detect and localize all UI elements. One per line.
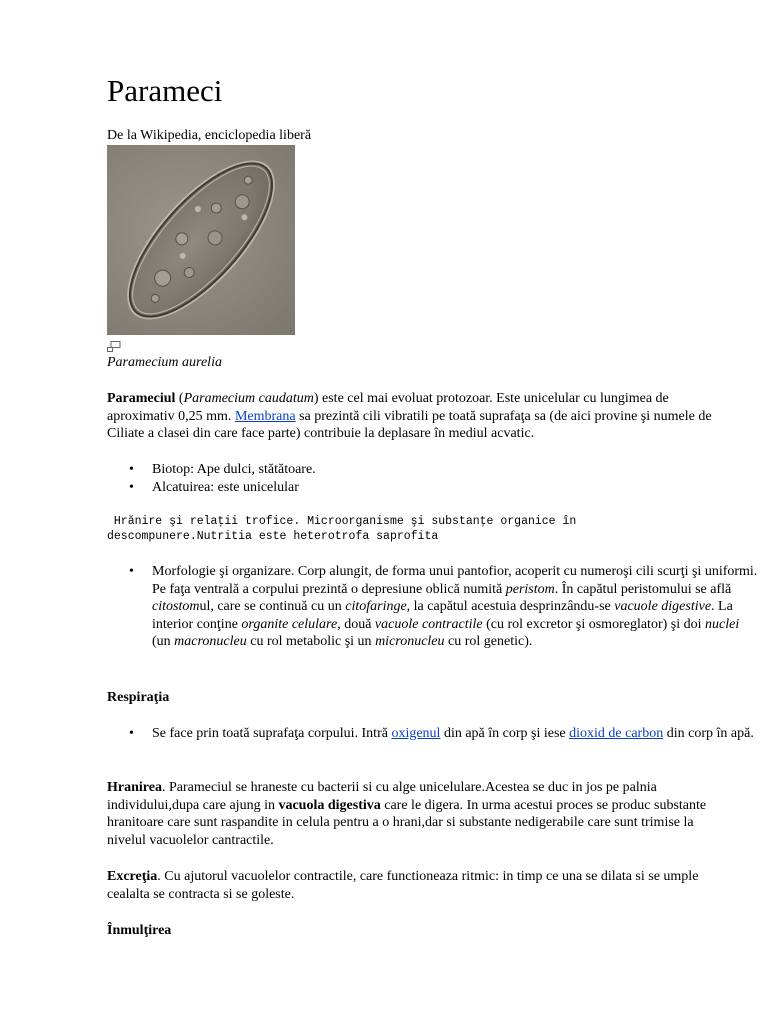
term-excretia: Excreţia xyxy=(107,869,158,884)
magnify-icon[interactable] xyxy=(107,341,121,353)
term-hranirea: Hranirea xyxy=(107,780,162,795)
page-subtitle: De la Wikipedia, enciclopedia liberă xyxy=(107,128,312,143)
morphology-item: • Morfologie şi organizare. Corp alungit, de forma unui pantofior, acoperit cu numeroşi cili scurţi şi uniformi. Pe faţa ventrală a corpului prezintă o depresiune oblică numită peristom. În capătul peristomului se află citostomul, care se continuă cu un citofaringe, la capătul acestuia desprinzându-se vacuole digestive. La interior conţine organite celulare, două vacuole contractile (cu rol excretor şi osmoreglator) şi doi nuclei (un macronucleu cu rol metabolic şi un micronucleu cu rol genetic). xyxy=(152,563,758,651)
list-item: • Biotop: Ape dulci, stătătoare. xyxy=(152,461,758,479)
paramecium-photo[interactable] xyxy=(107,145,295,335)
excretia-paragraph: Excreţia. Cu ajutorul vacuolelor contractile, care functioneaza ritmic: in timp ce una se dilata si se umple cealalta se contracta si se goleste. xyxy=(107,869,699,902)
facts-list xyxy=(107,461,758,496)
link-dioxid-de-carbon[interactable]: dioxid de carbon xyxy=(569,726,664,741)
paramecium-illustration xyxy=(107,145,295,335)
intro-paragraph: Parameciul (Paramecium caudatum) este cel mai evoluat protozoar. Este unicelular cu lungimea de aproximativ 0,25 mm. Membrana sa prezintă cili vibratili pe toată suprafaţa sa (de aici provine şi numele de Ciliate a clasei din care face parte) contribuie la deplasare în mediul acvatic. xyxy=(107,391,712,441)
list-item: • Alcatuirea: este unicelular xyxy=(152,479,758,497)
respiration-item: • Se face prin toată suprafaţa corpului. Intră oxigenul din apă în corp şi iese dioxid de carbon din corp în apă. xyxy=(152,725,758,743)
morphology-list xyxy=(107,563,758,651)
respiration-list xyxy=(107,725,758,743)
hranirea-paragraph: Hranirea. Parameciul se hraneste cu bacterii si cu alge unicelulare.Acestea se duc in jos pe palnia individului,dupa care ajung in vacuola digestiva care le digera. In urma acestui proces se produc substante hranitoare care sunt raspandite in celula pentru a o hrani,dar si substante nedigerabile care sunt trimise la nivelul vacuolelor cantractile. xyxy=(107,780,707,848)
term-parameciul: Parameciul xyxy=(107,391,176,406)
scientific-name: Paramecium caudatum xyxy=(183,391,314,406)
heading-inmultirea: Înmulţirea xyxy=(107,923,172,938)
link-membrana[interactable]: Membrana xyxy=(234,408,296,424)
term-vacuola-digestiva: vacuola digestiva xyxy=(278,797,381,813)
nutrition-preformatted: Hrănire şi relaţii trofice. Microorganisme şi substanţe organice în descompunere.Nutritia este heterotrofa saprofita xyxy=(107,515,577,543)
link-oxigenul[interactable]: oxigenul xyxy=(391,726,441,741)
image-caption: Paramecium aurelia xyxy=(107,355,222,370)
heading-respiratia: Respiraţia xyxy=(107,690,170,705)
page-title: Parameci xyxy=(107,73,223,108)
